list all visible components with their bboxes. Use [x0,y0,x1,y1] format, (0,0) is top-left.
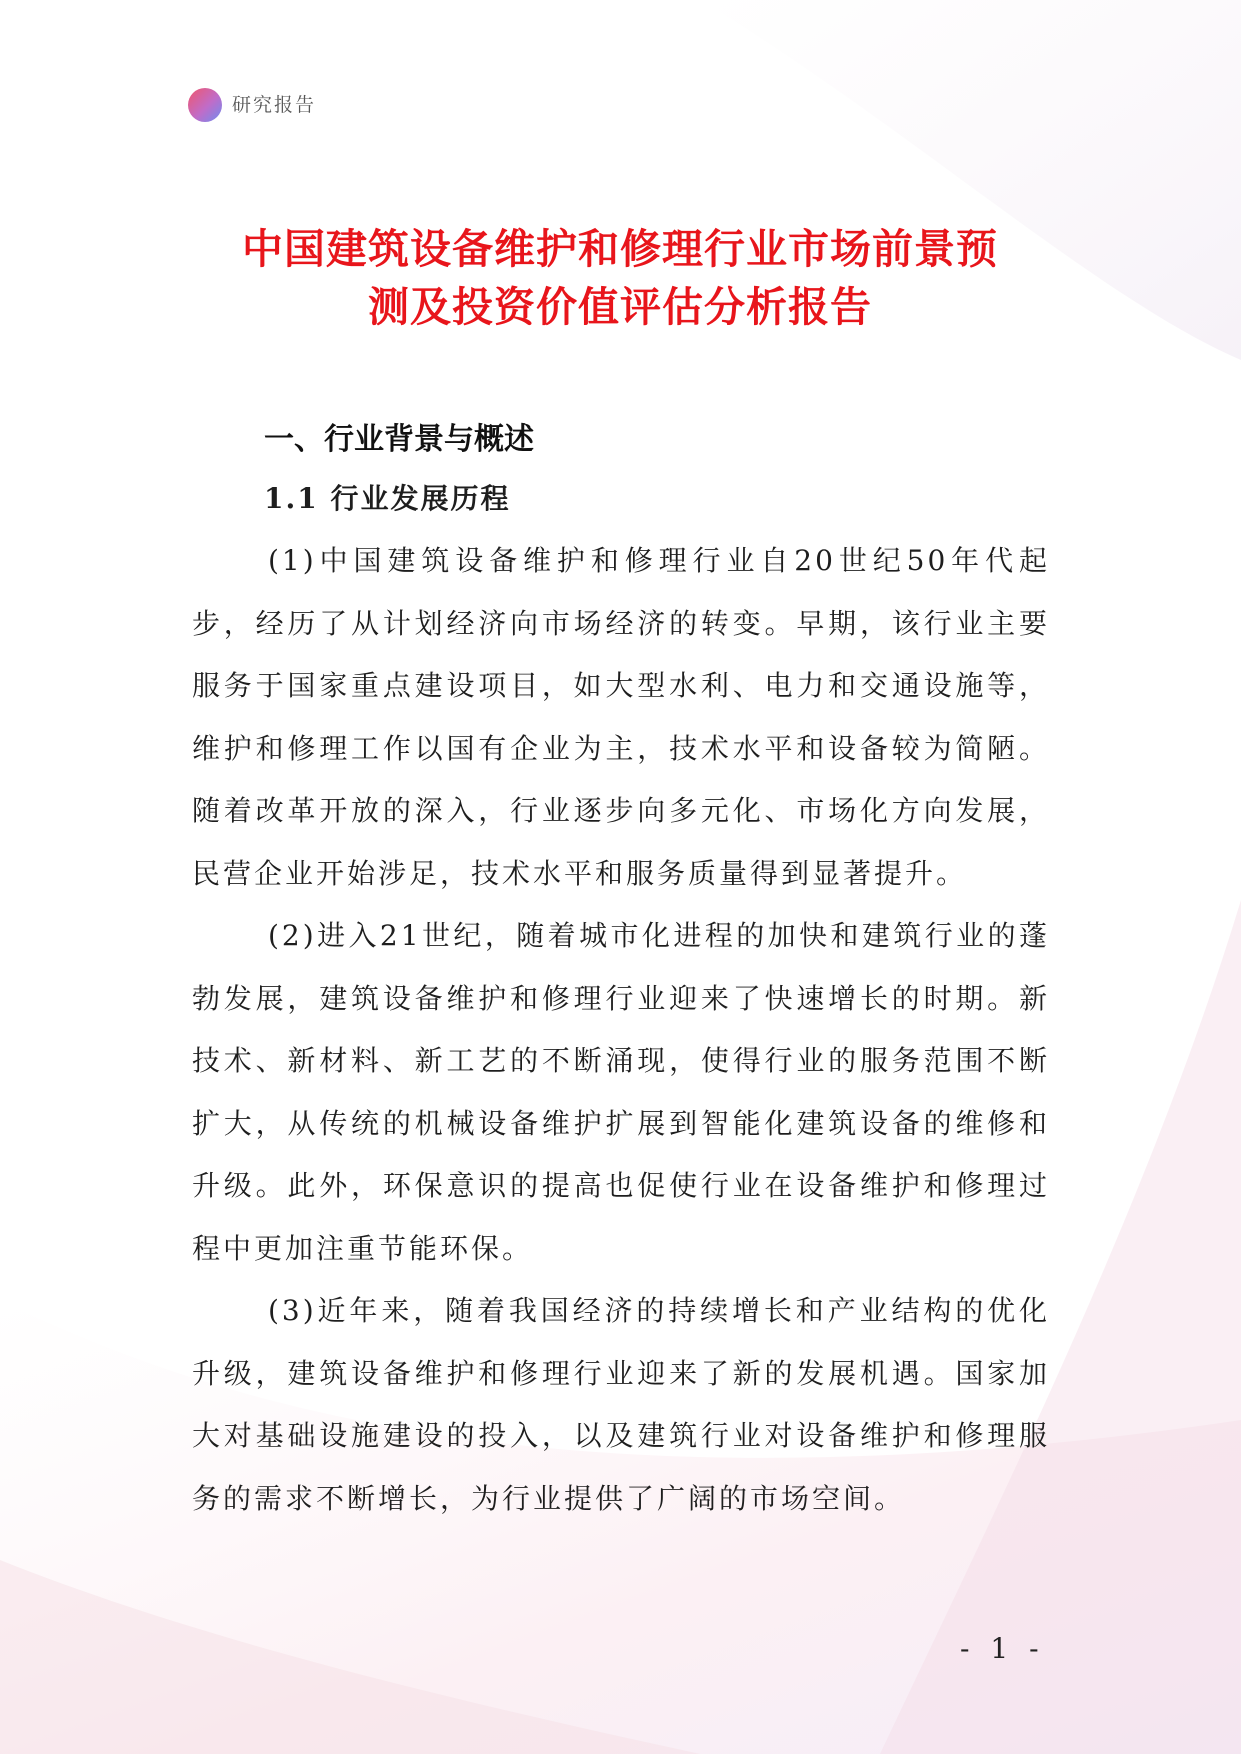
page-number: - 1 - [960,1632,1045,1665]
paragraph: (2)进入21世纪，随着城市化进程的加快和建筑行业的蓬勃发展，建筑设备维护和修理行业迎来了快速增长的时期。新技术、新材料、新工艺的不断涌现，使得行业的服务范围不断扩大，从传统的机械设备维护扩展到智能化建筑设备的维修和升级。此外，环保意识的提高也促使行业在设备维护和修理过程中更加注重节能环保。 [192,919,1050,1265]
title-line-1: 中国建筑设备维护和修理行业市场前景预 [242,225,998,273]
document-title [180,220,1060,336]
header-label: 研究报告 [232,94,317,116]
document-body [192,412,1050,1530]
subsection-heading: 1.1 行业发展历程 [264,482,511,515]
section-heading: 一、行业背景与概述 [264,422,534,457]
title-line-2: 测及投资价值评估分析报告 [368,283,872,331]
paragraph: (1)中国建筑设备维护和修理行业自20世纪50年代起步，经历了从计划经济向市场经济的转变。早期，该行业主要服务于国家重点建设项目，如大型水利、电力和交通设施等，维护和修理工作以国有企业为主，技术水平和设备较为简陋。随着改革开放的深入，行业逐步向多元化、市场化方向发展，民营企业开始涉足，技术水平和服务质量得到显著提升。 [192,544,1050,890]
paragraph: (3)近年来，随着我国经济的持续增长和产业结构的优化升级，建筑设备维护和修理行业迎来了新的发展机遇。国家加大对基础设施建设的投入，以及建筑行业对设备维护和修理服务的需求不断增长，为行业提供了广阔的市场空间。 [192,1294,1050,1515]
logo-circle-icon [188,88,222,122]
